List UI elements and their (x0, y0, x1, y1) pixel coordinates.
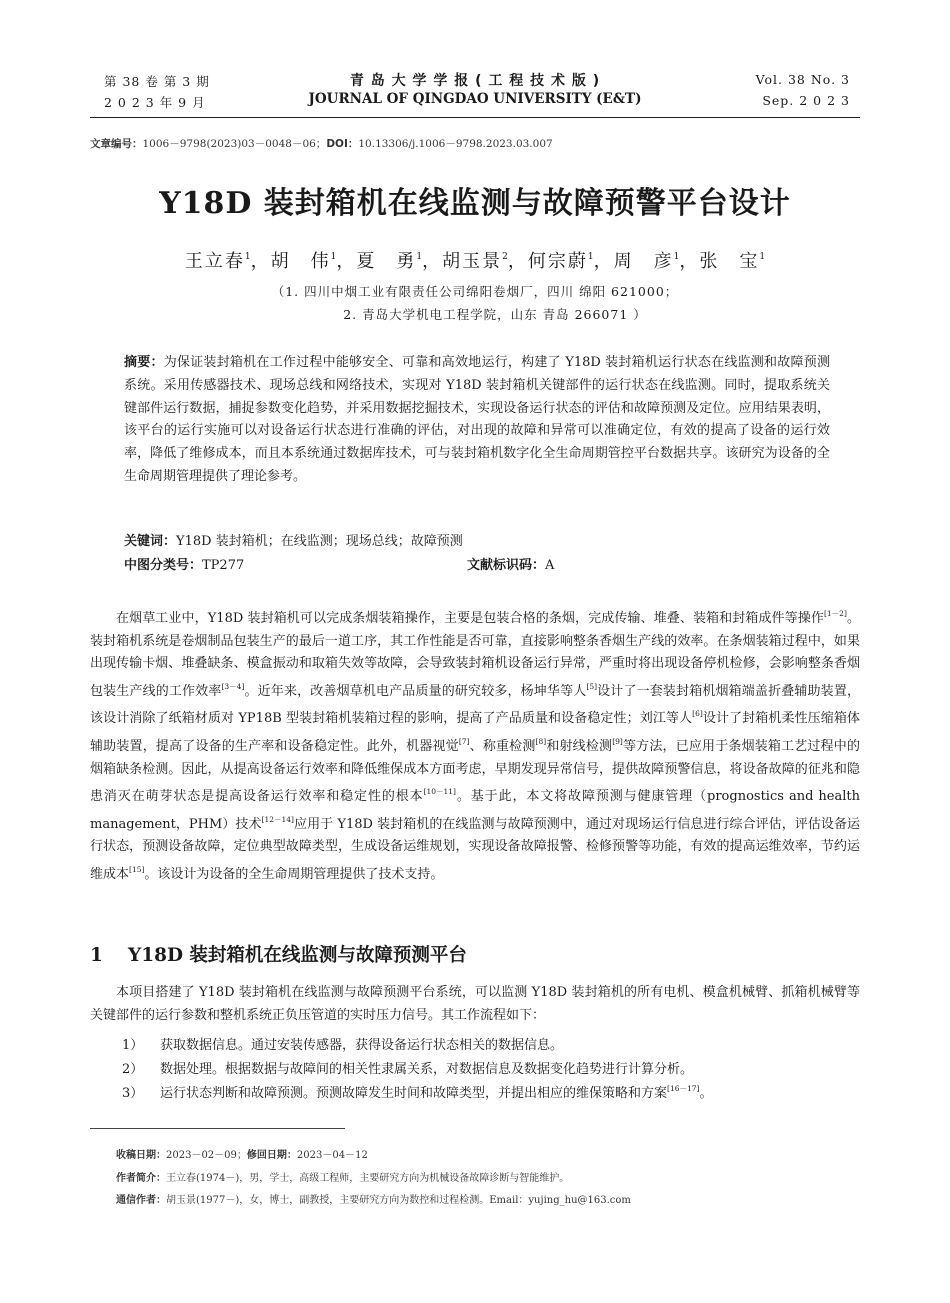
footnote-rule (90, 1128, 345, 1129)
citation: [15] (129, 864, 145, 874)
section-heading (90, 941, 860, 967)
keywords-label: 关键词： (124, 534, 177, 549)
author-list: 王立春$^1$，胡 伟$^1$，夏 勇$^1$，胡玉景$^2$，何宗蔚$^1$，周 彦$^1$，张 宝$^1$ (184, 251, 766, 272)
volume-issue: 第 38 卷 第 3 期 (104, 74, 210, 89)
author: 夏 勇 (356, 251, 417, 272)
citation: [16－17] (667, 1084, 700, 1093)
author: 何宗蔚 (527, 251, 588, 272)
classification (124, 554, 830, 573)
keywords-text: Y18D 装封箱机；在线监测；现场总线；故障预测 (176, 534, 463, 549)
clc-label: 中图分类号： (124, 558, 203, 573)
volume-en: Vol. 38 No. 3 (755, 72, 850, 87)
citation: [9] (612, 736, 623, 746)
footnote-dates: 收稿日期：2023－02－09；修回日期：2023－04－12 (116, 1150, 368, 1161)
author: 周 彦 (613, 251, 674, 272)
intro-paragraph: 在烟草工业中，Y18D 装封箱机可以完成条烟装箱操作，主要是包装合格的条烟，完成传输、堆叠、装箱和封箱成件等操作[1－2]。装封箱机系统是卷烟制品包装生产的最后一道工序，其工作性能是否可靠，直接影响整条香烟生产线的效率。在条烟装箱过程中，如果出现传输卡烟、堆叠缺条、模盒振动和取箱失效等故障，会导致装封箱机设备运行异常，严重时将出现设备停机检修，会影响整条香烟包装生产线的工作效率[3－4]。近年来，改善烟草机电产品质量的研究较多，杨坤华等人[5]设计了一套装封箱机烟箱端盖折叠辅助装置，该设计消除了纸箱材质对 YP18B 型装封箱机装箱过程的影响，提高了产品质量和设备稳定性；刘江等人[6]设计了封箱机柔性压缩箱体辅助装置，提高了设备的生产率和设备稳定性。此外，机器视觉[7]、称重检测[8]和射线检测[9]等方法，已应用于条烟装箱工艺过程中的烟箱缺条检测。因此，从提高设备运行效率和降低维保成本方面考虑，早期发现异常信号，提供故障预警信息，将设备故障的征兆和隐患消灭在萌芽状态是提高设备运行效率和稳定性的根本[10－11]。基于此，本文将故障预测与健康管理（prognostics and health management，PHM）技术[12－14]应用于 Y18D 装封箱机的在线监测与故障预测中，通过对现场运行信息进行综合评估，评估设备运行状态，预测设备故障，定位典型故障类型，生成设备运维规划，实现设备故障报警、检修预警等功能，有效的提高运维效率，节约运维成本[15]。该设计为设备的全生命周期管理提供了技术支持。 (90, 609, 860, 882)
doi-label: DOI： (326, 138, 359, 150)
citation: [12－14] (261, 814, 294, 824)
author: 王立春 (184, 251, 245, 272)
issue-date: 2 0 2 3 年 9 月 (104, 95, 206, 110)
header-rule (90, 117, 860, 118)
footnote-author-bio: 作者简介：王立春(1974－)，男，学士，高级工程师，主要研究方向为机械设备故障诊断与智能维护。 (116, 1173, 570, 1184)
citation: [6] (692, 709, 703, 719)
citation: [8] (535, 736, 547, 746)
article-no: 1006－9798(2023)03－0048－06； (142, 138, 327, 150)
citation: [10－11] (423, 787, 456, 797)
article-meta (90, 136, 553, 151)
keywords (124, 530, 830, 549)
footnote-corresponding: 通信作者：胡玉景(1977－)，女，博士，副教授，主要研究方向为数控和过程检测。Email：yujing_hu@163.com (116, 1195, 631, 1206)
doc-code: A (545, 558, 555, 573)
paper-title: Y18D 装封箱机在线监测与故障预警平台设计 (159, 186, 791, 221)
doi: 10.13306/j.1006－9798.2023.03.007 (358, 138, 553, 150)
doc-code-label: 文献标识码： (467, 558, 546, 573)
section-paragraph: 本项目搭建了 Y18D 装封箱机在线监测与故障预测平台系统，可以监测 Y18D 装封箱机的所有电机、模盒机械臂、抓箱机械臂等关键部件的运行参数和整机系统正负压管道的实时压力信号。其工作流程如下： (90, 985, 860, 1023)
abstract (124, 352, 830, 489)
date-en: Sep. 2 0 2 3 (762, 93, 850, 108)
section-number: 1 (90, 945, 103, 966)
affiliation-2: 2. 青岛大学机电工程学院，山东 青岛 266071 ） (343, 307, 647, 322)
citation: [3－4] (221, 681, 245, 691)
author: 胡 伟 (270, 251, 331, 272)
section-title: Y18D 装封箱机在线监测与故障预测平台 (128, 945, 467, 966)
abstract-label: 摘要： (124, 355, 164, 370)
journal-title-cn: 青 岛 大 学 学 报 ( 工 程 技 术 版 ) (349, 73, 601, 89)
author: 胡玉景 (442, 251, 503, 272)
citation: [5] (586, 681, 598, 691)
citation: [7] (458, 736, 470, 746)
list-item: 3） 运行状态判断和故障预测。预测故障发生时间和故障类型，并提出相应的维保策略和方案[16－17]。 (122, 1084, 713, 1101)
abstract-text: 为保证装封箱机在工作过程中能够安全、可靠和高效地运行，构建了 Y18D 装封箱机运行状态在线监测和故障预测系统。采用传感器技术、现场总线和网络技术，实现对 Y18D 装封箱机关键部件的运行状态在线监测。同时，提取系统关键部件运行数据，捕捉参数变化趋势，并采用数据挖掘技术，实现设备运行状态的评估和故障预测及定位。应用结果表明，该平台的运行实施可以对设备运行状态进行准确的评估，对出现的故障和异常可以准确定位，有效的提高了设备的运行效率，降低了维修成本，而且本系统通过数据库技术，可与装封箱机数字化全生命周期管控平台数据共享。该研究为设备的全生命周期管理提供了理论参考。 (124, 355, 830, 484)
author: 张 宝 (699, 251, 760, 272)
clc-code: TP277 (202, 558, 245, 573)
citation: [1－2] (823, 609, 847, 618)
list-item: 2） 数据处理。根据数据与故障间的相关性隶属关系，对数据信息及数据变化趋势进行计算分析。 (122, 1062, 694, 1077)
affiliation-1: （1. 四川中烟工业有限责任公司绵阳卷烟厂，四川 绵阳 621000； (271, 284, 679, 299)
article-no-label: 文章编号： (90, 138, 143, 150)
journal-title-en: JOURNAL OF QINGDAO UNIVERSITY (E&T) (308, 91, 642, 107)
list-item: 1） 获取数据信息。通过安装传感器，获得设备运行状态相关的数据信息。 (122, 1038, 564, 1053)
